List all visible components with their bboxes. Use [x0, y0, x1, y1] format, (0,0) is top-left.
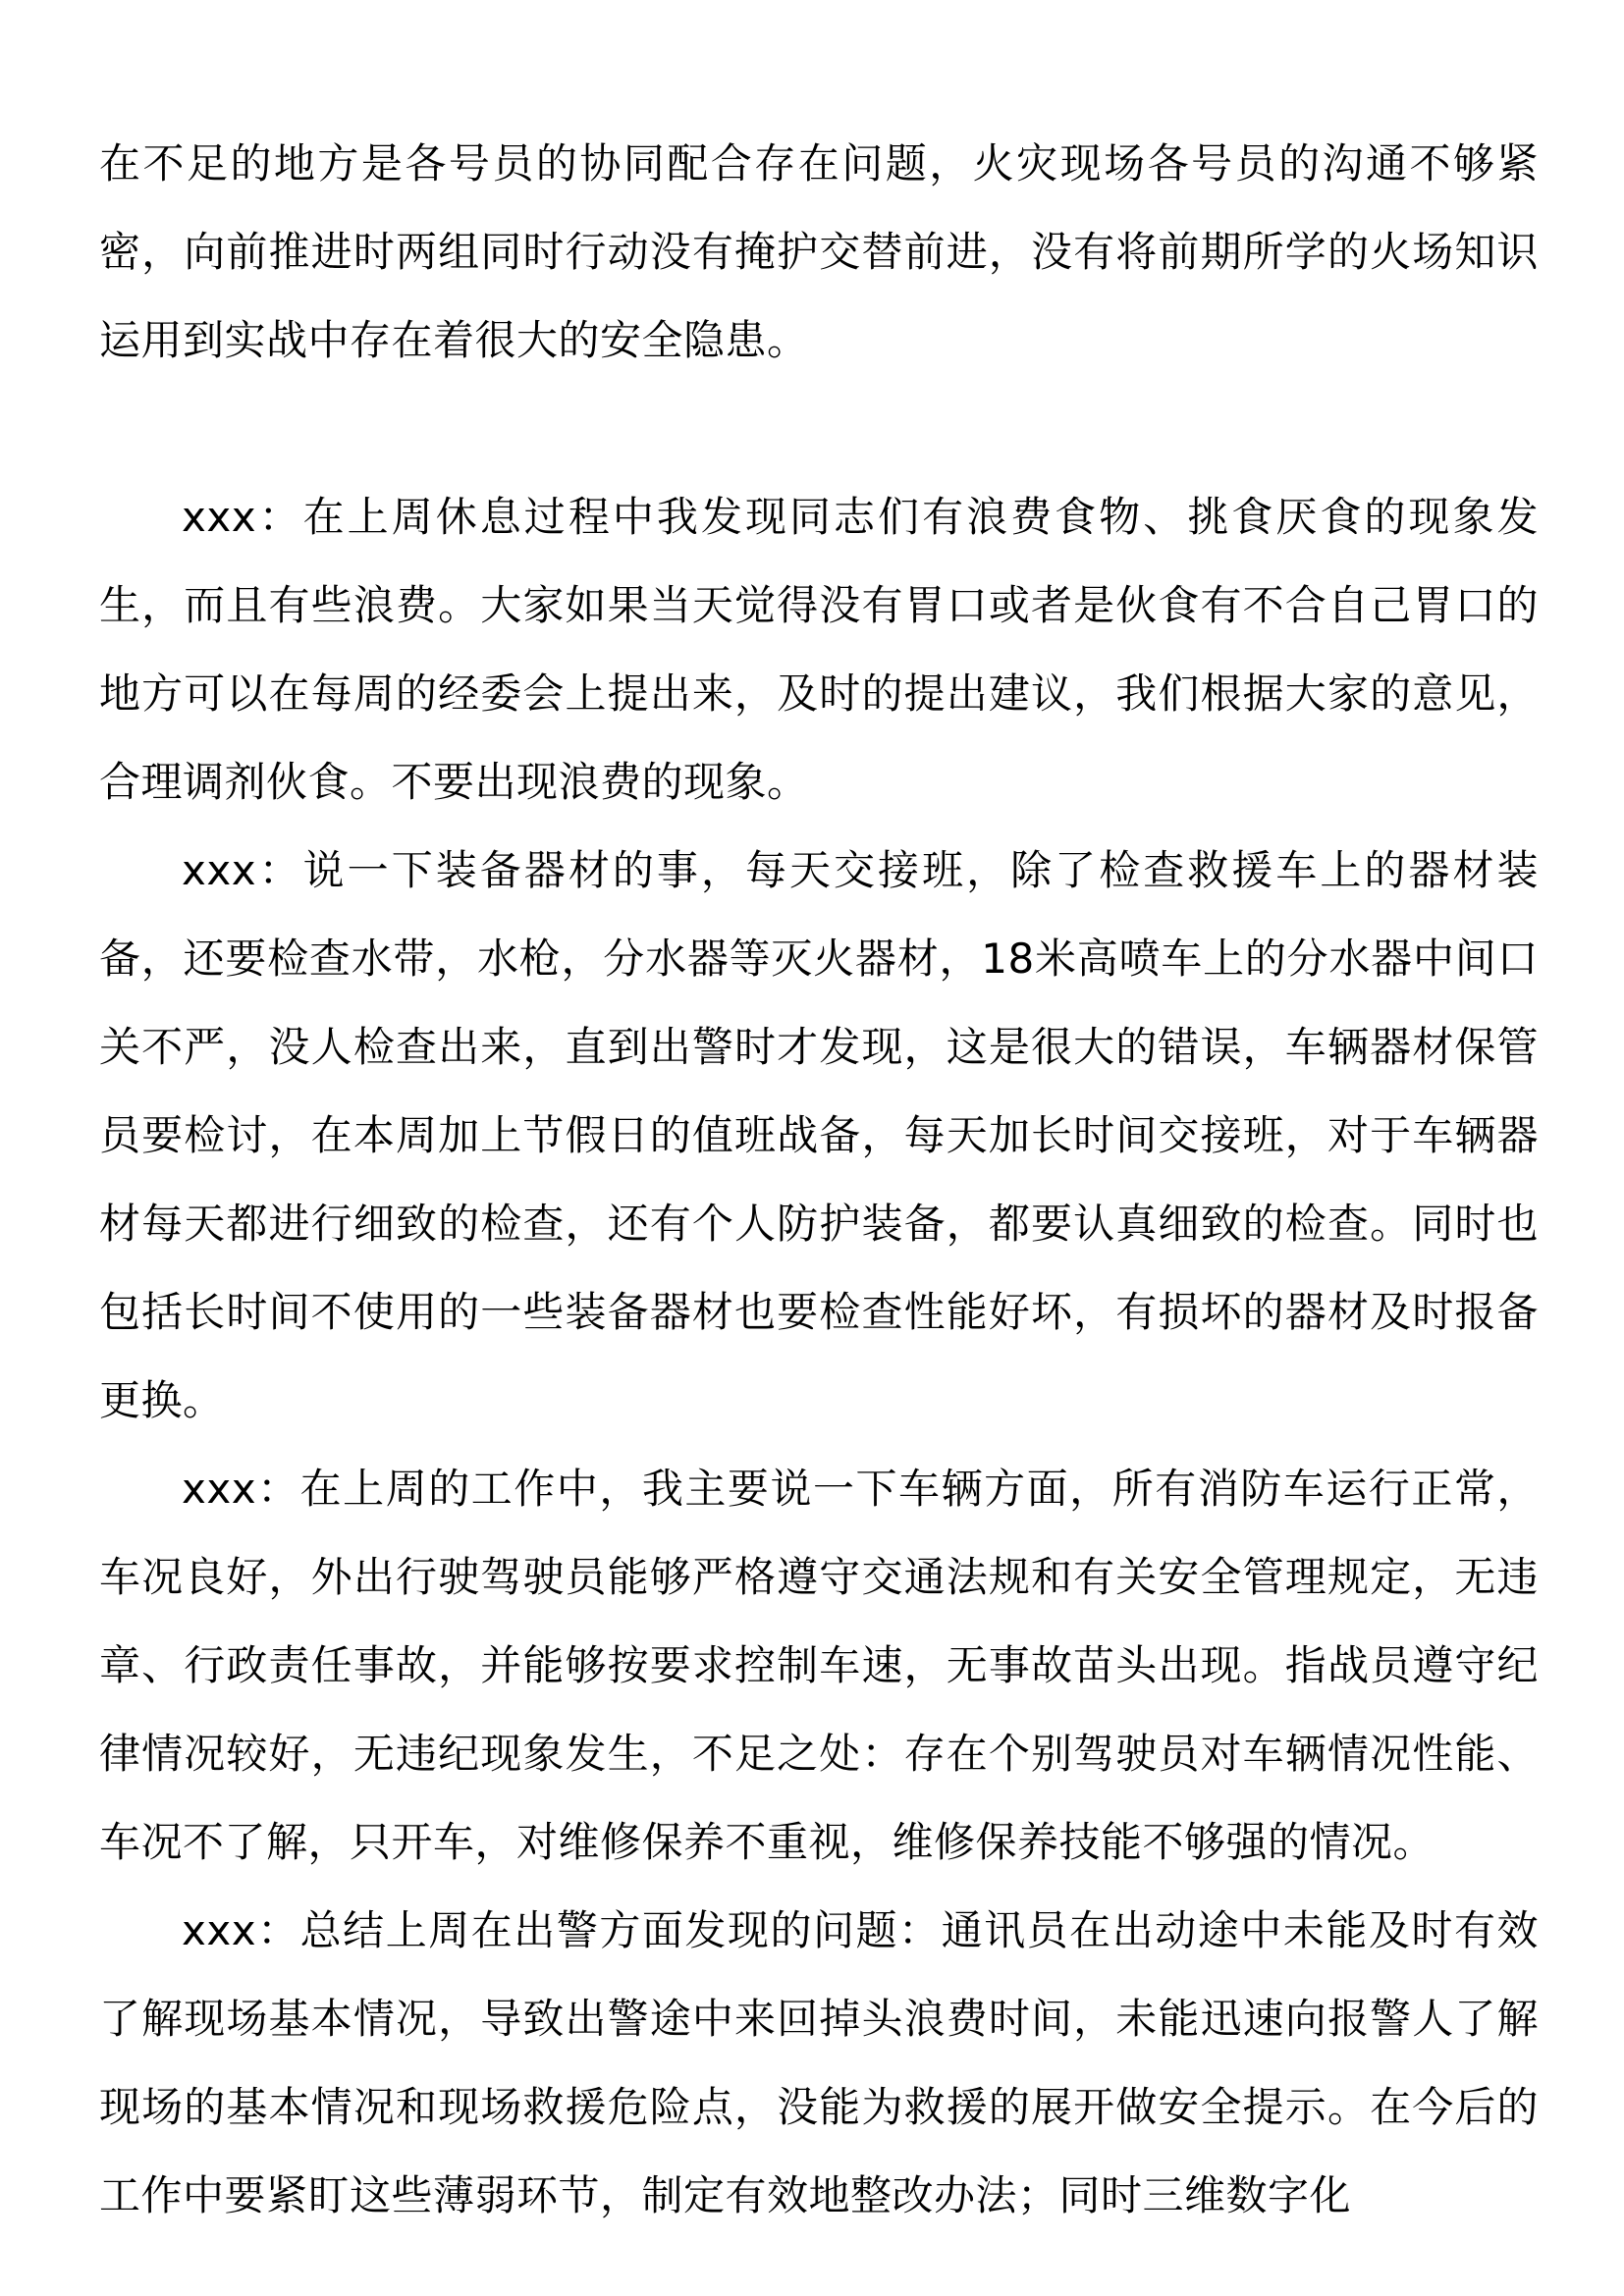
paragraph-continued: 在不足的地方是各号员的协同配合存在问题，火灾现场各号员的沟通不够紧密，向前推进时两组同时行动没有掩护交替前进，没有将前期所学的火场知识运用到实战中存在着很大的安全隐患。: [99, 139, 1539, 364]
paragraph-vehicles: xxx：在上周的工作中，我主要说一下车辆方面，所有消防车运行正常，车况良好，外出行驶驾驶员能够严格遵守交通法规和有关安全管理规定，无违章、行政责任事故，并能够按要求控制车速，无事故苗头出现。指战员遵守纪律情况较好，无违纪现象发生，不足之处：存在个别驾驶员对车辆情况性能、车况不了解，只开车，对维修保养不重视，维修保养技能不够强的情况。: [99, 1465, 1539, 1866]
paragraph-food-waste: xxx：在上周休息过程中我发现同志们有浪费食物、挑食厌食的现象发生，而且有些浪费。大家如果当天觉得没有胃口或者是伙食有不合自己胃口的地方可以在每周的经委会上提出来，及时的提出建议，我们根据大家的意见，合理调剂伙食。不要出现浪费的现象。: [99, 493, 1539, 806]
document-body: [99, 120, 1539, 2240]
paragraph-dispatch: xxx：总结上周在出警方面发现的问题：通讯员在出动途中未能及时有效了解现场基本情况，导致出警途中来回掉头浪费时间，未能迅速向报警人了解现场的基本情况和现场救援危险点，没能为救援的展开做安全提示。在今后的工作中要紧盯这些薄弱环节，制定有效地整改办法；同时三维数字化: [99, 1906, 1539, 2219]
paragraph-equipment: xxx：说一下装备器材的事，每天交接班，除了检查救援车上的器材装备，还要检查水带，水枪，分水器等灭火器材，18米高喷车上的分水器中间口关不严，没人检查出来，直到出警时才发现，这是很大的错误，车辆器材保管员要检讨，在本周加上节假日的值班战备，每天加长时间交接班，对于车辆器材每天都进行细致的检查，还有个人防护装备，都要认真细致的检查。同时也包括长时间不使用的一些装备器材也要检查性能好坏，有损坏的器材及时报备更换。: [99, 846, 1539, 1424]
